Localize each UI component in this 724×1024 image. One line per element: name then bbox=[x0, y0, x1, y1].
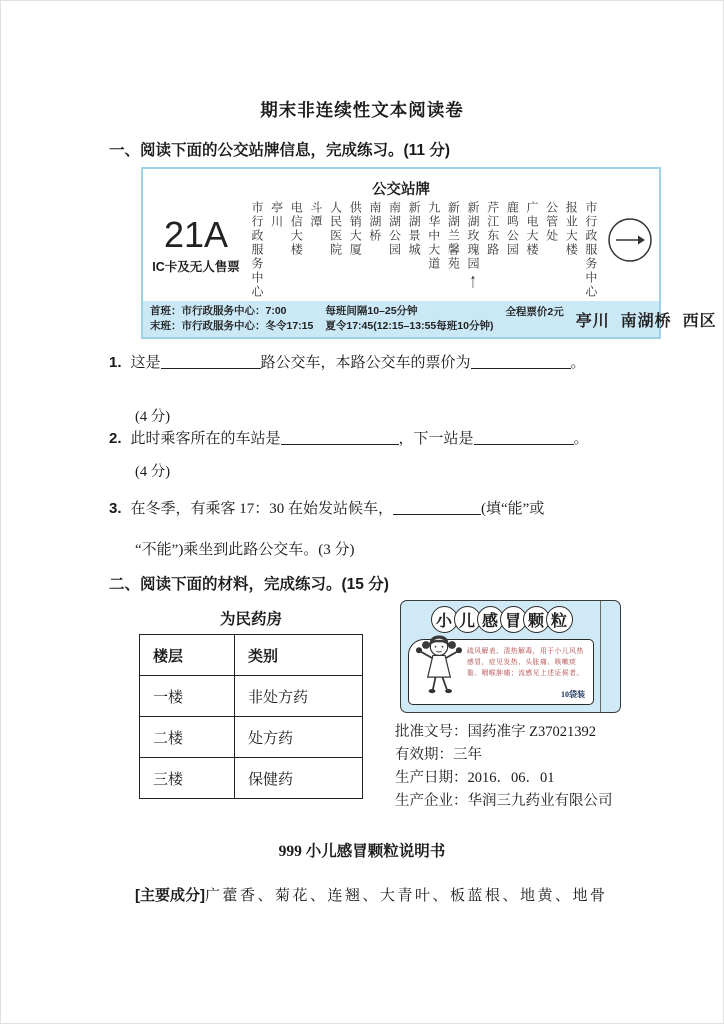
station-item bbox=[271, 201, 283, 301]
station-item bbox=[526, 201, 538, 301]
station-item bbox=[310, 201, 322, 301]
answer-blank bbox=[161, 354, 261, 369]
bus-sign bbox=[141, 167, 717, 339]
station-name: 市行政服务中心 bbox=[250, 201, 264, 299]
last-bus: 末班：市行政服务中心：冬令17:15 bbox=[150, 320, 314, 332]
station-item bbox=[349, 201, 361, 301]
medicine-info-lines bbox=[395, 721, 613, 813]
table-cell: 非处方药 bbox=[235, 676, 363, 717]
question-1-score: (4 分) bbox=[135, 409, 171, 425]
station-item bbox=[330, 201, 342, 301]
station-name: 电信大楼 bbox=[289, 201, 304, 257]
answer-blank bbox=[393, 500, 481, 515]
question-2 bbox=[109, 427, 589, 448]
station-name: 人民医院 bbox=[328, 201, 343, 257]
station-item bbox=[408, 201, 420, 301]
title-bubble-char: 小 bbox=[431, 606, 458, 633]
station-item bbox=[585, 201, 597, 301]
station-name: 公管处 bbox=[544, 201, 559, 243]
schedule-intervals bbox=[325, 304, 493, 334]
station-item bbox=[369, 201, 381, 301]
station-item bbox=[565, 201, 577, 301]
station-name: 南湖公园 bbox=[387, 201, 402, 257]
station-name: 新湖景城 bbox=[407, 201, 422, 257]
route-note: IC卡及无人售票 bbox=[152, 260, 240, 274]
station-name: 新湖玫瑰园 bbox=[466, 201, 481, 271]
package-size: 10袋装 bbox=[561, 690, 585, 699]
route-number: 21A bbox=[163, 214, 229, 255]
title-bubble-char: 粒 bbox=[546, 606, 573, 633]
table-row bbox=[140, 758, 363, 799]
station-item bbox=[487, 201, 499, 301]
page-title: 期末非连续性文本阅读卷 bbox=[260, 100, 464, 120]
answer-blank bbox=[471, 354, 571, 369]
table-cell: 二楼 bbox=[140, 717, 235, 758]
question-2-text-c: 。 bbox=[573, 431, 589, 447]
question-3 bbox=[109, 497, 544, 518]
question-3-line2: “不能”)乘坐到此路公交车。(3 分) bbox=[135, 542, 355, 558]
title-bubble-char: 冒 bbox=[500, 606, 527, 633]
pharmacy-title: 为民药房 bbox=[219, 611, 282, 628]
package-panel bbox=[408, 639, 594, 705]
station-item bbox=[546, 201, 558, 301]
info-line: 有效期：三年 bbox=[395, 747, 482, 763]
title-bubble-char: 感 bbox=[477, 606, 504, 633]
summer-schedule: 夏令17:45(12:15–13:55每班10分钟) bbox=[325, 320, 494, 332]
question-1-text-c: 。 bbox=[570, 355, 586, 371]
bus-sign-title: 公交站牌 bbox=[372, 182, 430, 198]
destinations: 亭川 南湖桥 西区 bbox=[575, 312, 717, 330]
question-1-text-b: 路公交车，本路公交车的票价为 bbox=[260, 355, 471, 371]
pharmacy-table bbox=[139, 634, 363, 799]
section1-heading: 一、阅读下面的公交站牌信息，完成练习。(11 分) bbox=[109, 142, 451, 159]
question-2-text-b: ，下一站是 bbox=[398, 431, 474, 447]
station-name: 鹿鸣公园 bbox=[505, 201, 520, 257]
table-cell: 一楼 bbox=[140, 676, 235, 717]
package-side-flap bbox=[600, 601, 601, 712]
interval: 每班间隔10–25分钟 bbox=[325, 304, 418, 317]
station-name: 新湖兰馨苑 bbox=[446, 201, 461, 271]
bus-sign-body bbox=[143, 199, 659, 301]
question-2-score: (4 分) bbox=[135, 464, 171, 480]
schedule-times bbox=[150, 304, 313, 334]
title-bubble-char: 颗 bbox=[523, 606, 550, 633]
manual-heading: 999 小儿感冒颗粒说明书 bbox=[278, 843, 446, 860]
table-row bbox=[140, 676, 363, 717]
station-item bbox=[447, 201, 459, 301]
medicine-package bbox=[400, 600, 621, 713]
answer-blank bbox=[474, 430, 574, 445]
question-3-text-a: 在冬季，有乘客 17：30 在始发站候车， bbox=[130, 501, 394, 517]
station-name: 斗潭 bbox=[308, 201, 323, 229]
answer-blank bbox=[281, 430, 399, 445]
right-arrow-icon bbox=[607, 217, 653, 263]
table-header-row bbox=[140, 635, 363, 676]
station-item bbox=[467, 201, 479, 301]
station-name: 九华中大道 bbox=[426, 201, 441, 271]
station-name: 报业大楼 bbox=[564, 201, 579, 257]
station-list bbox=[249, 199, 601, 301]
info-line: 生产企业：华润三九药业有限公司 bbox=[395, 793, 613, 809]
question-1 bbox=[109, 351, 586, 372]
table-header-cell: 类别 bbox=[235, 635, 363, 676]
ingredients-text: 广藿香、菊花、连翘、大青叶、板蓝根、地黄、地骨 bbox=[205, 888, 608, 904]
table-cell: 保健药 bbox=[235, 758, 363, 799]
fare: 全程票价2元 bbox=[505, 306, 564, 318]
question-2-text-a: 此时乘客所在的车站是 bbox=[130, 431, 281, 447]
station-item bbox=[506, 201, 518, 301]
section2-heading: 二、阅读下面的材料，完成练习。(15 分) bbox=[109, 576, 389, 593]
station-name: 广电大楼 bbox=[524, 201, 539, 257]
table-cell: 处方药 bbox=[235, 717, 363, 758]
package-title-bubbles bbox=[415, 606, 592, 633]
station-name: 南湖桥 bbox=[367, 201, 382, 243]
question-3-number: 3. bbox=[109, 500, 122, 517]
info-line: 批准文号：国药准字 Z37021392 bbox=[395, 724, 596, 740]
station-name: 供销大厦 bbox=[348, 201, 363, 257]
package-description: 疏风解表、清热解毒，用于小儿风热感冒，症见发热、头胀痛、咳嗽痰黏、咽喉肿痛；流感见上述证候者。 bbox=[467, 648, 584, 677]
question-1-number: 1. bbox=[109, 354, 122, 371]
station-name: 亭川 bbox=[269, 201, 284, 229]
current-station-arrow-icon: ↑ bbox=[469, 268, 477, 293]
station-name: 芹江东路 bbox=[485, 201, 500, 257]
table-cell: 三楼 bbox=[140, 758, 235, 799]
station-item bbox=[388, 201, 400, 301]
question-2-number: 2. bbox=[109, 430, 122, 447]
station-name: 市行政服务中心 bbox=[583, 201, 598, 299]
table-row bbox=[140, 717, 363, 758]
station-item bbox=[290, 201, 302, 301]
table-header-cell: 楼层 bbox=[140, 635, 235, 676]
info-line: 生产日期：2016．06．01 bbox=[395, 770, 555, 786]
title-bubble-char: 儿 bbox=[454, 606, 481, 633]
bus-schedule-bar bbox=[143, 301, 717, 337]
ingredients-label: [主要成分] bbox=[135, 887, 205, 904]
ingredients-line bbox=[135, 884, 608, 905]
question-3-text-b: (填“能”或 bbox=[481, 501, 545, 517]
station-item bbox=[251, 201, 263, 301]
question-1-text-a: 这是 bbox=[130, 355, 161, 371]
route-block bbox=[143, 199, 249, 301]
first-bus: 首班：市行政服务中心：7:00 bbox=[150, 304, 287, 317]
station-item bbox=[428, 201, 440, 301]
cartoon-girl-icon bbox=[411, 632, 467, 703]
direction-circle bbox=[601, 199, 659, 301]
